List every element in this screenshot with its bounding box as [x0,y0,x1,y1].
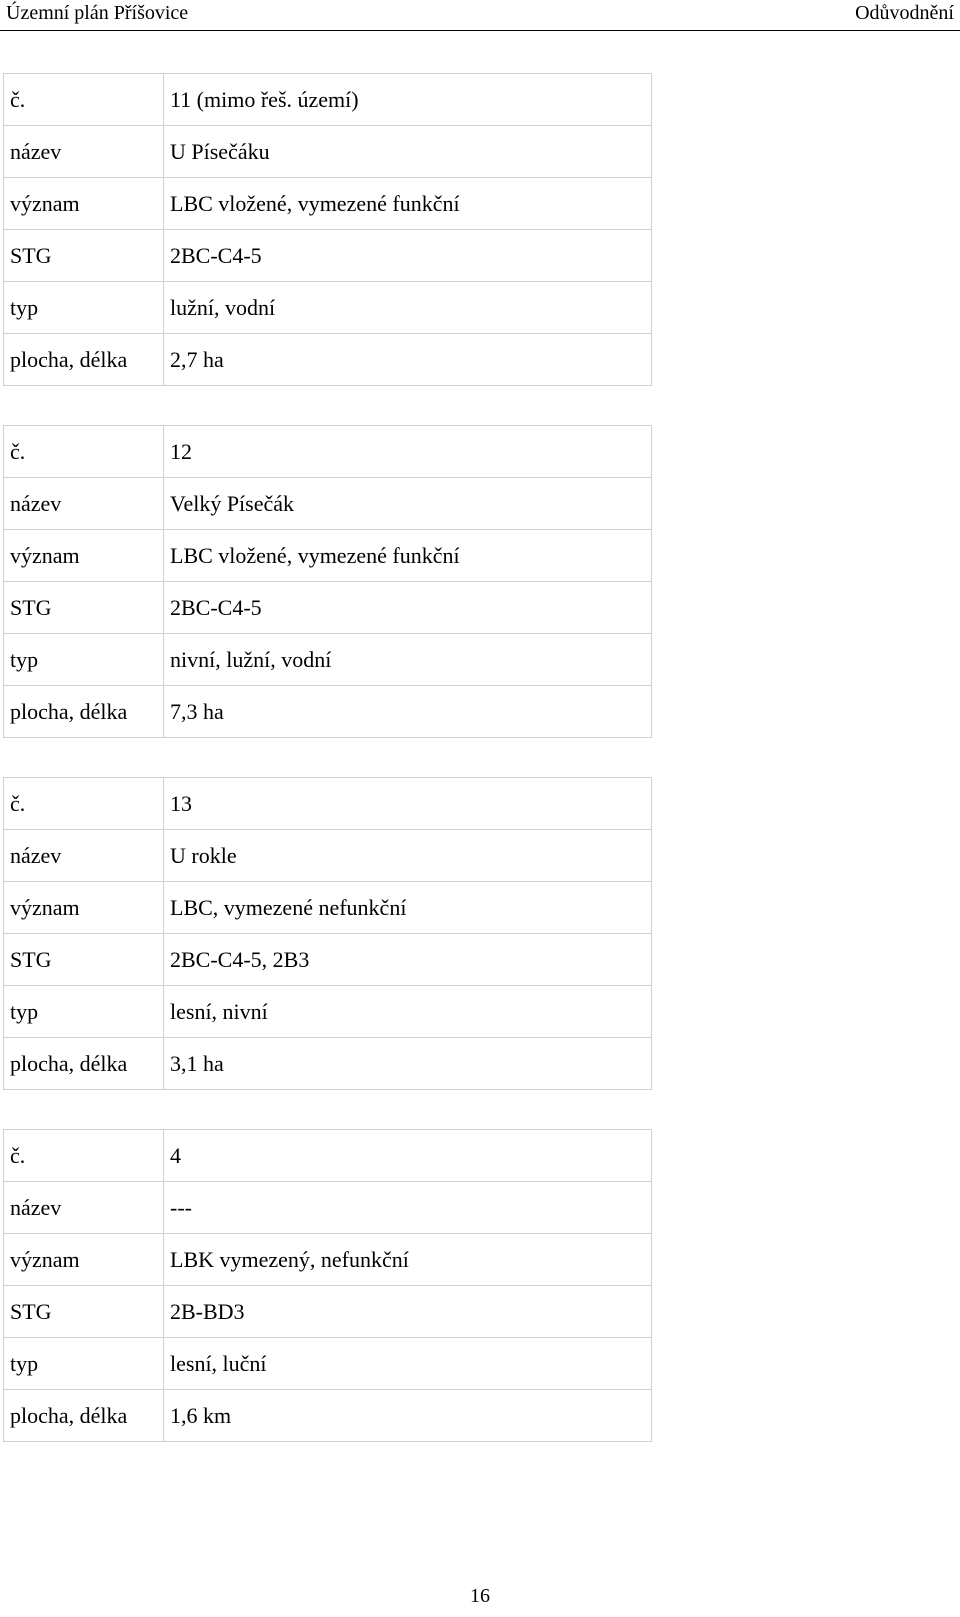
value-stg: 2BC-C4-5 [164,582,652,634]
label-area: plocha, délka [4,1390,164,1442]
label-type: typ [4,282,164,334]
value-area: 7,3 ha [164,686,652,738]
table-row [4,530,652,582]
value-type: lesní, nivní [164,986,652,1038]
table-row [4,334,652,386]
table-row [4,830,652,882]
value-type: nivní, lužní, vodní [164,634,652,686]
value-meaning: LBC vložené, vymezené funkční [164,530,652,582]
page-header [0,0,960,31]
table-row [4,582,652,634]
table-row [4,1182,652,1234]
value-name: U Písečáku [164,126,652,178]
value-area: 1,6 km [164,1390,652,1442]
label-number: č. [4,1130,164,1182]
table-row [4,882,652,934]
value-stg: 2BC-C4-5, 2B3 [164,934,652,986]
value-type: lesní, luční [164,1338,652,1390]
table-row [4,686,652,738]
table-row [4,282,652,334]
table-row [4,634,652,686]
label-number: č. [4,778,164,830]
value-number: 12 [164,426,652,478]
value-meaning: LBC, vymezené nefunkční [164,882,652,934]
value-number: 4 [164,1130,652,1182]
document-title: Územní plán Příšovice [6,2,189,24]
table-row [4,178,652,230]
table-row [4,986,652,1038]
label-meaning: význam [4,1234,164,1286]
table-row [4,478,652,530]
table-row [4,1390,652,1442]
table-row [4,230,652,282]
table-row [4,934,652,986]
label-stg: STG [4,934,164,986]
record-table-13 [3,777,652,1090]
record-table-12 [3,425,652,738]
label-name: název [4,126,164,178]
value-area: 2,7 ha [164,334,652,386]
label-type: typ [4,986,164,1038]
table-row [4,126,652,178]
label-type: typ [4,634,164,686]
label-stg: STG [4,230,164,282]
label-number: č. [4,426,164,478]
label-meaning: význam [4,178,164,230]
record-table-11 [3,73,652,386]
label-meaning: význam [4,882,164,934]
table-row [4,1286,652,1338]
value-stg: 2B-BD3 [164,1286,652,1338]
table-row [4,1234,652,1286]
page-number: 16 [470,1585,490,1607]
label-type: typ [4,1338,164,1390]
table-row [4,1338,652,1390]
value-name: U rokle [164,830,652,882]
label-number: č. [4,74,164,126]
value-name: Velký Písečák [164,478,652,530]
label-area: plocha, délka [4,1038,164,1090]
label-name: název [4,830,164,882]
table-row [4,778,652,830]
label-meaning: význam [4,530,164,582]
value-meaning: LBC vložené, vymezené funkční [164,178,652,230]
label-stg: STG [4,582,164,634]
value-type: lužní, vodní [164,282,652,334]
value-number: 11 (mimo řeš. území) [164,74,652,126]
label-area: plocha, délka [4,334,164,386]
value-number: 13 [164,778,652,830]
table-row [4,1130,652,1182]
value-stg: 2BC-C4-5 [164,230,652,282]
label-area: plocha, délka [4,686,164,738]
label-name: název [4,1182,164,1234]
record-table-4 [3,1129,652,1442]
document-section: Odůvodnění [855,2,954,24]
label-name: název [4,478,164,530]
table-row [4,74,652,126]
records-container [3,73,653,1481]
label-stg: STG [4,1286,164,1338]
value-meaning: LBK vymezený, nefunkční [164,1234,652,1286]
value-area: 3,1 ha [164,1038,652,1090]
table-row [4,1038,652,1090]
value-name: --- [164,1182,652,1234]
table-row [4,426,652,478]
